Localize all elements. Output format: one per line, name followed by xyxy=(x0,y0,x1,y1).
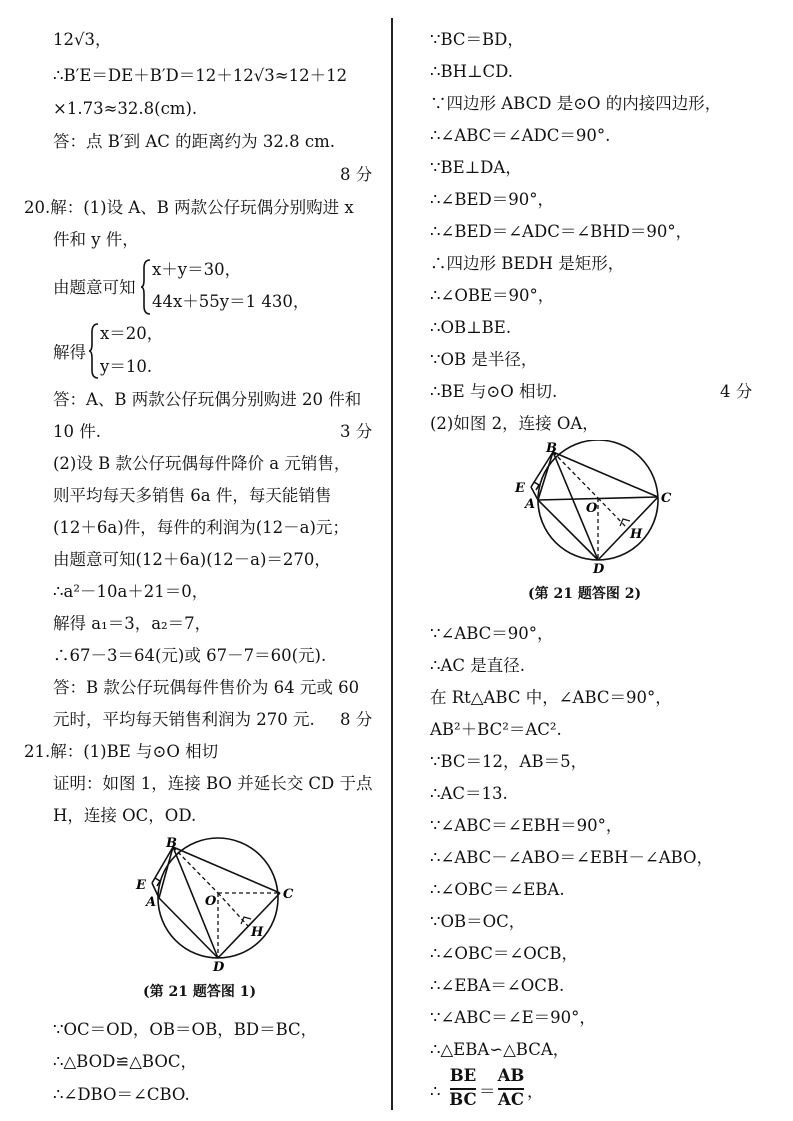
equation: y＝10. xyxy=(100,357,153,376)
score-mark: 8 分 xyxy=(340,165,373,184)
column-divider xyxy=(391,18,393,1110)
text-line: 答：B 款公仔玩偶每件售价为 64 元或 60 xyxy=(53,678,360,697)
text-line: ∴四边形 BEDH 是矩形， xyxy=(430,254,625,273)
text-line: 元时，平均每天销售利润为 270 元. xyxy=(53,710,315,729)
fraction-numerator: AB xyxy=(497,1066,525,1085)
text-line: 答：A、B 两款公仔玩偶分别购进 20 件和 xyxy=(53,390,362,409)
label-d: D xyxy=(593,562,605,577)
left-brace xyxy=(140,258,152,316)
text-line: (2)如图 2，连接 OA， xyxy=(430,414,599,433)
text-line: ∴OB⊥BE. xyxy=(430,318,512,337)
text-line: ∴∠DBO＝∠CBO. xyxy=(53,1085,190,1104)
equation: x＋y＝30， xyxy=(152,260,242,279)
text-line: ∵OB＝OC， xyxy=(430,912,526,931)
text-line: ∴∠BED＝∠ADC＝∠BHD＝90°， xyxy=(430,222,693,241)
geometry-figure-1 xyxy=(130,833,310,973)
label-o: O xyxy=(586,501,598,516)
text-line: ∴67－3＝64(元)或 67－7＝60(元). xyxy=(53,646,327,665)
label-b: B xyxy=(166,836,177,851)
text-line: 由题意可知 xyxy=(53,278,136,297)
label-c: C xyxy=(283,887,294,902)
text-line: ∴△EBA∽△BCA， xyxy=(430,1040,570,1059)
equation: x＝20， xyxy=(100,324,164,343)
label-h: H xyxy=(251,925,264,940)
text-line: ∴∠OBC＝∠OCB， xyxy=(430,944,579,963)
text-line: 答：点 B′到 AC 的距离约为 32.8 cm. xyxy=(53,132,336,151)
figure-caption-1: (第 21 题答图 1) xyxy=(143,984,257,1000)
fraction-denominator: BC xyxy=(449,1090,477,1109)
text-line: ∴△BOD≌△BOC， xyxy=(53,1052,197,1071)
text-line: ∵∠ABC＝∠EBH＝90°， xyxy=(430,816,623,835)
text-line: 件和 y 件， xyxy=(53,230,139,249)
text-line: 则平均每天多销售 6a 件，每天能销售 xyxy=(53,486,332,505)
score-mark: 4 分 xyxy=(720,382,753,401)
text-line: ∴∠OBE＝90°， xyxy=(430,286,555,305)
score-mark: 8 分 xyxy=(340,710,373,729)
text-line: 解得 a₁＝3，a₂＝7， xyxy=(53,614,212,633)
text-line: ∵∠ABC＝90°， xyxy=(430,624,554,643)
text-line: 由题意可知(12＋6a)(12－a)＝270， xyxy=(53,550,331,569)
text-line: ∴ xyxy=(430,1082,441,1101)
text-line: ∴BH⊥CD. xyxy=(430,62,514,81)
comma: ， xyxy=(527,1082,544,1101)
text-line: 在 Rt△ABC 中，∠ABC＝90°， xyxy=(430,688,672,707)
text-line: 12√3， xyxy=(53,30,112,49)
text-line: 证明：如图 1，连接 BO 并延长交 CD 于点 xyxy=(53,774,373,793)
label-b: B xyxy=(546,441,557,456)
question-20-heading: 20.解：(1)设 A、B 两款公仔玩偶分别购进 x xyxy=(24,198,354,217)
text-line: ∵BC＝BD， xyxy=(430,30,524,49)
label-h: H xyxy=(630,527,643,542)
text-line: ∴B′E＝DE＋B′D＝12＋12√3≈12＋12 xyxy=(53,66,348,85)
label-e: E xyxy=(136,878,146,893)
label-d: D xyxy=(213,960,225,973)
text-line: ∴AC＝13. xyxy=(430,784,508,803)
fraction-be-bc xyxy=(448,1066,478,1110)
label-a: A xyxy=(525,497,536,512)
text-line: ∴∠ABC＝∠ADC＝90°. xyxy=(430,126,611,145)
text-line: (2)设 B 款公仔玩偶每件降价 a 元销售， xyxy=(53,454,351,473)
text-line: (12＋6a)件，每件的利润为(12－a)元； xyxy=(53,518,349,537)
question-21-heading: 21.解：(1)BE 与⊙O 相切 xyxy=(24,742,219,761)
text-line: ∴BE 与⊙O 相切. xyxy=(430,382,558,401)
text-line: ∴a²－10a＋21＝0， xyxy=(53,582,209,601)
fraction-numerator: BE xyxy=(449,1066,477,1085)
text-line: ∵BC＝12，AB＝5， xyxy=(430,752,588,771)
fraction-denominator: AC xyxy=(498,1090,524,1109)
text-line: ∵OC＝OD，OB＝OB，BD＝BC， xyxy=(53,1020,318,1039)
text-line: ∴∠ABC－∠ABO＝∠EBH－∠ABO， xyxy=(430,848,714,867)
text-line: ∵BE⊥DA， xyxy=(430,158,522,177)
label-c: C xyxy=(661,491,672,506)
text-line: 解得 xyxy=(53,343,86,362)
label-a: A xyxy=(146,895,157,910)
text-line: AB²＋BC²＝AC². xyxy=(430,720,562,739)
geometry-figure-2 xyxy=(510,440,690,580)
text-line: ∴∠BED＝90°， xyxy=(430,190,554,209)
label-o: O xyxy=(205,894,217,909)
equals-sign: ＝ xyxy=(479,1082,496,1101)
equation: 44x＋55y＝1 430， xyxy=(152,292,310,311)
text-line: ×1.73≈32.8(cm). xyxy=(53,99,198,118)
text-line: ∵∠ABC＝∠E＝90°， xyxy=(430,1008,596,1027)
text-line: ∴∠EBA＝∠OCB. xyxy=(430,976,565,995)
label-e: E xyxy=(515,481,525,496)
score-mark: 3 分 xyxy=(340,422,373,441)
text-line: ∵四边形 ABCD 是⊙O 的内接四边形， xyxy=(430,94,722,113)
figure-caption-2: (第 21 题答图 2) xyxy=(528,586,642,602)
text-line: ∴AC 是直径. xyxy=(430,656,526,675)
text-line: H，连接 OC，OD. xyxy=(53,806,197,825)
left-brace xyxy=(88,322,100,380)
text-line: ∴∠OBC＝∠EBA. xyxy=(430,880,565,899)
text-line: ∵OB 是半径， xyxy=(430,350,538,369)
fraction-ab-ac xyxy=(496,1066,526,1110)
text-line: 10 件. xyxy=(53,422,101,441)
